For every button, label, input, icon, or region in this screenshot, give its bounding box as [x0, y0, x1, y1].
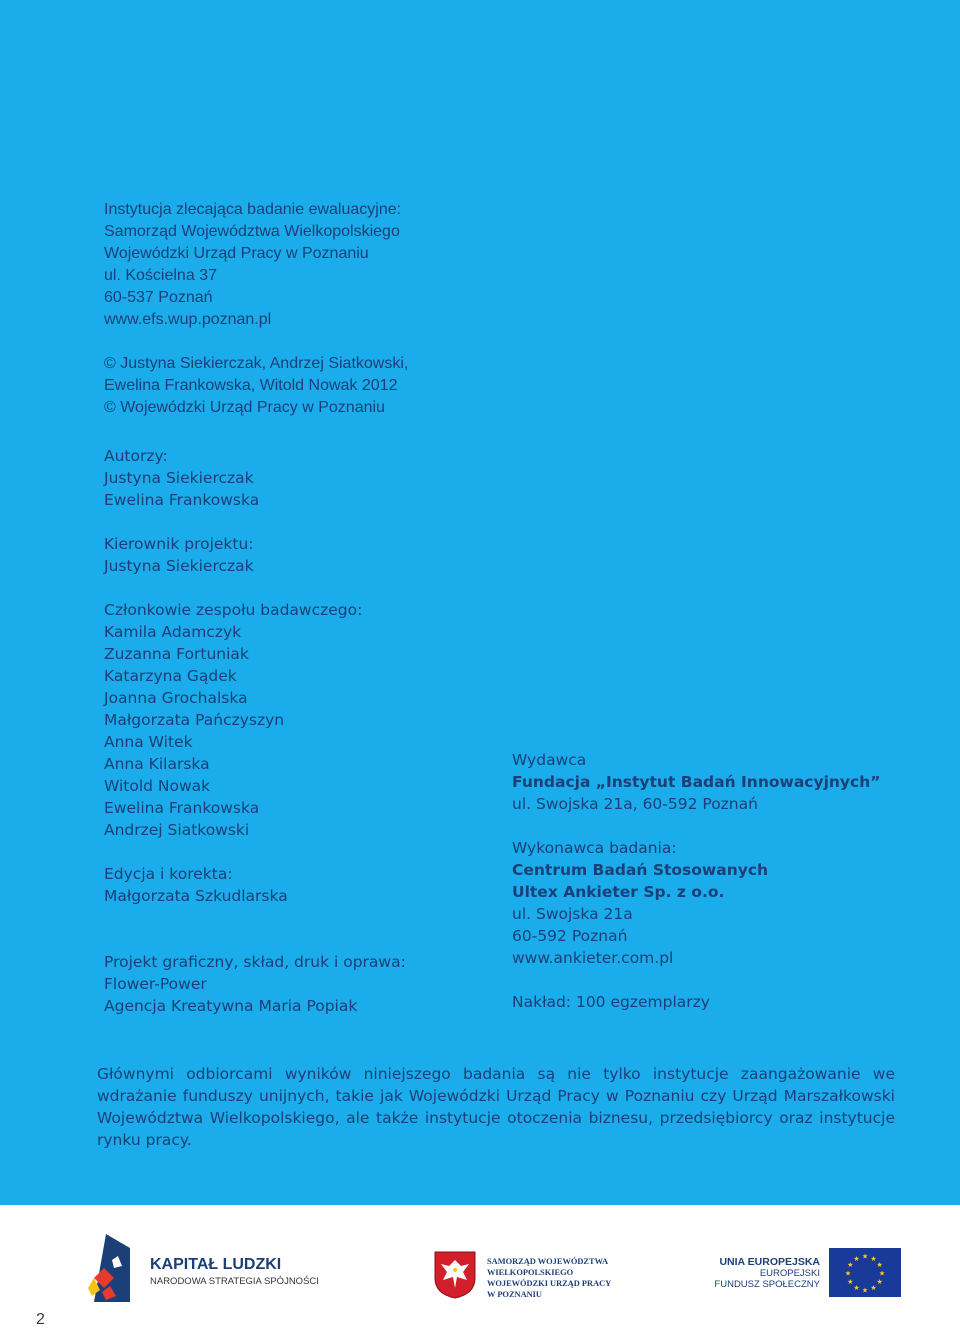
author-name: Ewelina Frankowska — [104, 491, 260, 509]
institution-line: ul. Kościelna 37 — [104, 267, 217, 284]
svg-text:★: ★ — [876, 1261, 883, 1269]
credits-block — [104, 445, 406, 1017]
copyright-line: © Justyna Siekierczak, Andrzej Siatkowski, — [104, 355, 409, 372]
eagle-shield-icon — [433, 1250, 477, 1300]
summary-paragraph: Głównymi odbiorcami wyników niniejszego badania są nie tylko instytucje zaangażowanie we wdrażanie funduszy unijnych, takie jak Wojewódzki Urząd Pracy w Poznaniu czy Urząd Marszałkowski Województwa Wielkopolskiego, ale także instytucje otoczenia biznesu, przedsiębiorcy oraz instytucje rynku pracy. — [97, 1065, 895, 1149]
footer-logos — [0, 1205, 960, 1331]
svg-text:★: ★ — [861, 1252, 869, 1261]
institution-line: Wojewódzki Urząd Pracy w Poznaniu — [104, 245, 369, 262]
publisher-address: ul. Swojska 21a, 60-592 Poznań — [512, 795, 758, 813]
contractor-label: Wykonawca badania: — [512, 839, 677, 857]
team-member: Katarzyna Gądek — [104, 667, 237, 685]
team-member: Andrzej Siatkowski — [104, 821, 250, 839]
publisher-block — [512, 749, 880, 1013]
design-label: Projekt graficzny, skład, druk i oprawa: — [104, 953, 406, 971]
institution-line: 60-537 Poznań — [104, 289, 213, 306]
manager-label: Kierownik projektu: — [104, 535, 254, 553]
eu-flag — [829, 1248, 901, 1301]
ue-line: EUROPEJSKI — [759, 1268, 820, 1279]
authors-label: Autorzy: — [104, 447, 168, 465]
svg-text:★: ★ — [870, 1254, 877, 1263]
institution-block — [104, 199, 408, 419]
publisher-name: Fundacja „Instytut Badań Innowacyjnych” — [512, 773, 881, 791]
samorzad-line: WOJEWÓDZKI URZĄD PRACY — [487, 1279, 612, 1288]
copyright-line: Ewelina Frankowska, Witold Nowak 2012 — [104, 377, 398, 394]
team-member: Zuzanna Fortuniak — [104, 645, 249, 663]
ue-line: UNIA EUROPEJSKA — [719, 1256, 820, 1268]
team-member: Anna Kilarska — [104, 755, 210, 773]
team-member: Joanna Grochalska — [104, 689, 248, 707]
team-member: Małgorzata Pańczyszyn — [104, 711, 285, 729]
copyright-line: © Wojewódzki Urząd Pracy w Poznaniu — [104, 399, 385, 416]
institution-website: www.efs.wup.poznan.pl — [104, 311, 272, 328]
kapital-ludzki-logo — [84, 1230, 134, 1310]
eu-stars-flag-icon — [829, 1248, 901, 1297]
svg-text:★: ★ — [853, 1284, 860, 1293]
print-run: Nakład: 100 egzemplarzy — [512, 993, 710, 1011]
team-member: Ewelina Frankowska — [104, 799, 260, 817]
team-member: Anna Witek — [104, 733, 193, 751]
contractor-street: ul. Swojska 21a — [512, 905, 633, 923]
page-number: 2 — [36, 1311, 45, 1328]
svg-text:★: ★ — [878, 1269, 886, 1278]
publisher-label: Wydawca — [512, 751, 587, 769]
team-label: Członkowie zespołu badawczego: — [104, 601, 363, 619]
editing-label: Edycja i korekta: — [104, 865, 233, 883]
kapital-ludzki-emblem-icon — [84, 1230, 134, 1306]
contractor-name: Centrum Badań Stosowanych — [512, 861, 769, 879]
contractor-website: www.ankieter.com.pl — [512, 949, 674, 967]
kapital-subtitle: NARODOWA STRATEGIA SPÓJNOŚCI — [150, 1276, 319, 1287]
institution-heading: Instytucja zlecająca badanie ewaluacyjne: — [104, 201, 402, 218]
kapital-ludzki-text — [150, 1255, 319, 1288]
svg-text:★: ★ — [847, 1278, 854, 1286]
ue-line: FUNDUSZ SPOŁECZNY — [714, 1279, 820, 1290]
samorzad-line: WIELKOPOLSKIEGO — [487, 1268, 574, 1277]
svg-text:★: ★ — [870, 1284, 877, 1293]
manager-name: Justyna Siekierczak — [104, 557, 254, 575]
samorzad-line: SAMORZĄD WOJEWÓDZTWA — [487, 1257, 609, 1266]
design-line: Flower-Power — [104, 975, 207, 993]
svg-text:★: ★ — [861, 1286, 869, 1295]
samorzad-text — [487, 1256, 611, 1300]
svg-text:★: ★ — [847, 1261, 854, 1269]
contractor-city: 60-592 Poznań — [512, 927, 628, 945]
wielkopolska-coat-of-arms — [433, 1250, 477, 1304]
design-line: Agencja Kreatywna Maria Popiak — [104, 997, 358, 1015]
institution-line: Samorząd Województwa Wielkopolskiego — [104, 223, 400, 240]
author-name: Justyna Siekierczak — [104, 469, 254, 487]
team-member: Kamila Adamczyk — [104, 623, 242, 641]
contractor-company: Ultex Ankieter Sp. z o.o. — [512, 883, 725, 901]
svg-text:★: ★ — [844, 1269, 852, 1278]
editing-name: Małgorzata Szkudlarska — [104, 887, 288, 905]
team-member: Witold Nowak — [104, 777, 211, 795]
ue-text — [700, 1256, 820, 1290]
svg-text:★: ★ — [876, 1278, 883, 1286]
kapital-title: KAPITAŁ LUDZKI — [150, 1256, 282, 1273]
samorzad-line: W POZNANIU — [487, 1290, 542, 1299]
svg-text:★: ★ — [853, 1254, 860, 1263]
